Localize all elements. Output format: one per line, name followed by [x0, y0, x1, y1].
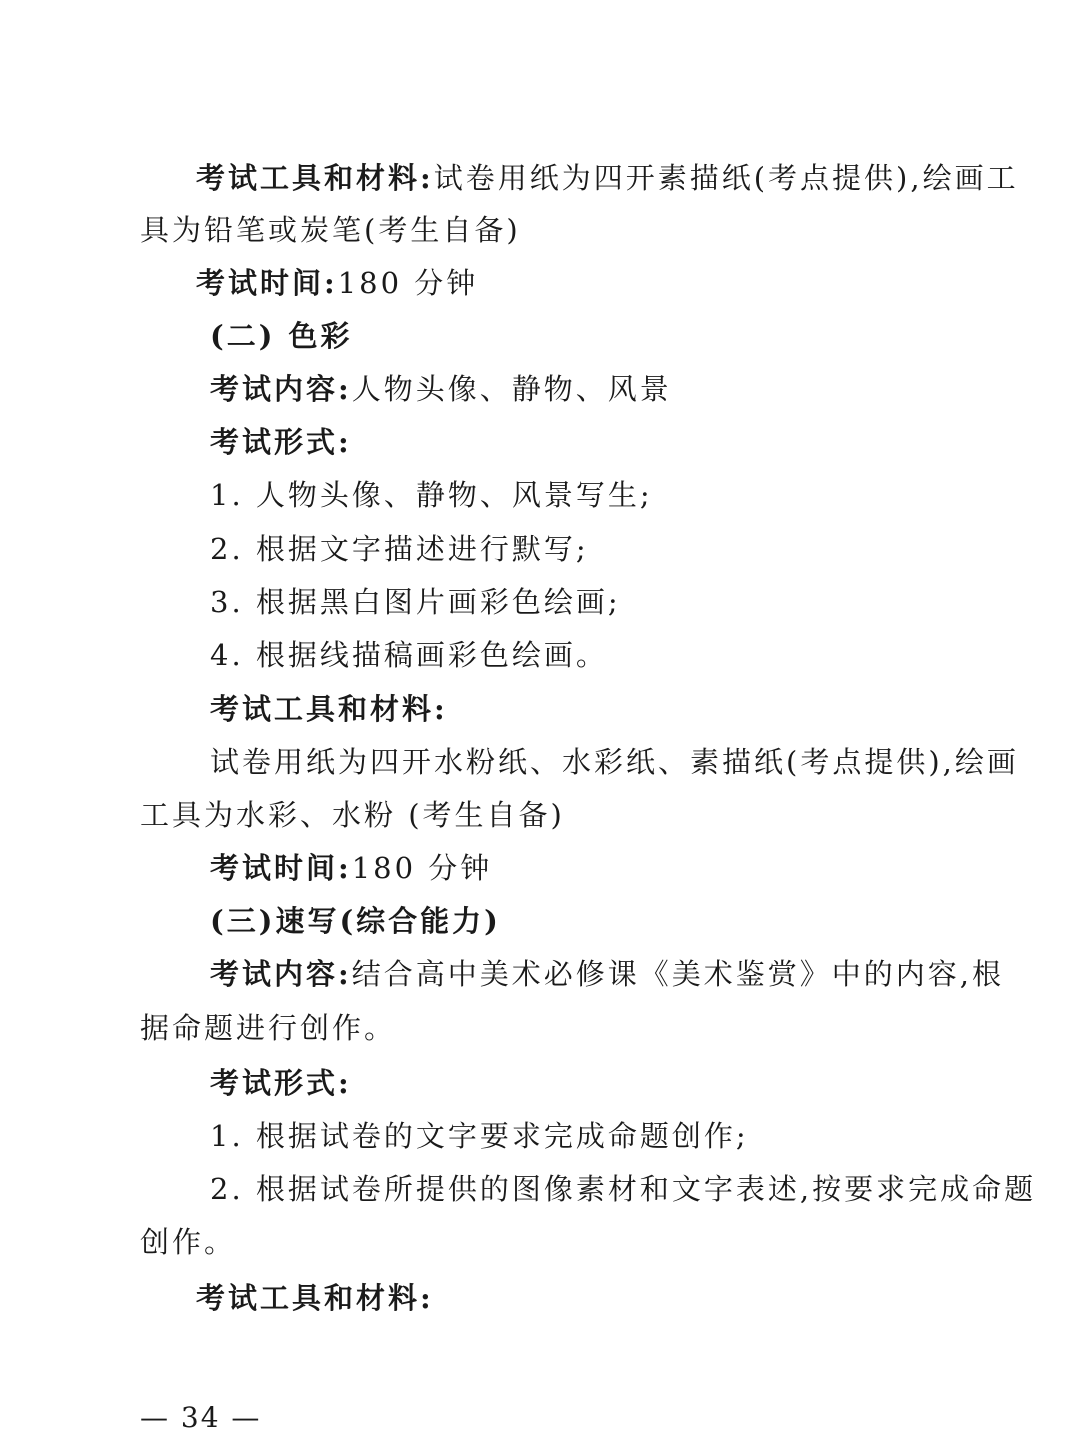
- color-form-item-1: 1. 人物头像、静物、风景写生;: [210, 478, 653, 512]
- color-time-line: [210, 848, 492, 888]
- color-form-label: 考试形式:: [210, 425, 352, 459]
- sketch-tools-line2: 具为铅笔或炭笔(考生自备): [140, 213, 521, 247]
- color-form-item-2: 2. 根据文字描述进行默写;: [210, 532, 589, 566]
- speed-form-item-2-cont: 创作。: [140, 1225, 237, 1259]
- color-content-line: [210, 369, 672, 409]
- color-time-text: 180 分钟: [351, 851, 493, 885]
- color-tools-text-1: 试卷用纸为四开水粉纸、水彩纸、素描纸(考点提供),绘画: [210, 745, 1019, 779]
- sketch-time-line: [196, 263, 478, 303]
- page-number: — 34 —: [140, 1401, 262, 1434]
- sketch-time-text: 180 分钟: [337, 266, 479, 300]
- color-time-label: 考试时间:: [210, 851, 352, 885]
- speed-form-item-2: 2. 根据试卷所提供的图像素材和文字表述,按要求完成命题: [210, 1172, 1037, 1206]
- speed-form-label: 考试形式:: [210, 1066, 352, 1100]
- speed-content-text-2: 据命题进行创作。: [140, 1011, 397, 1045]
- speed-content-label: 考试内容:: [210, 957, 352, 991]
- speed-form-item-1: 1. 根据试卷的文字要求完成命题创作;: [210, 1119, 749, 1153]
- color-form-item-3: 3. 根据黑白图片画彩色绘画;: [210, 585, 621, 619]
- color-tools-label: 考试工具和材料:: [210, 692, 448, 726]
- speed-content-text-1: 结合高中美术必修课《美术鉴赏》中的内容,根: [351, 957, 1004, 991]
- color-heading: (二) 色彩: [210, 319, 353, 353]
- color-content-text: 人物头像、静物、风景: [351, 372, 672, 406]
- speed-heading: (三)速写(综合能力): [210, 904, 501, 938]
- sketch-time-label: 考试时间:: [196, 266, 338, 300]
- sketch-tools-line1: [196, 158, 1019, 198]
- speed-content-line1: [210, 954, 1004, 994]
- color-content-label: 考试内容:: [210, 372, 352, 406]
- sketch-tools-text-1: 试卷用纸为四开素描纸(考点提供),绘画工: [433, 161, 1019, 195]
- color-tools-text-2: 工具为水彩、水粉 (考生自备): [140, 798, 565, 832]
- sketch-tools-label: 考试工具和材料:: [196, 161, 434, 195]
- color-form-item-4: 4. 根据线描稿画彩色绘画。: [210, 638, 608, 672]
- speed-tools-label: 考试工具和材料:: [196, 1281, 434, 1315]
